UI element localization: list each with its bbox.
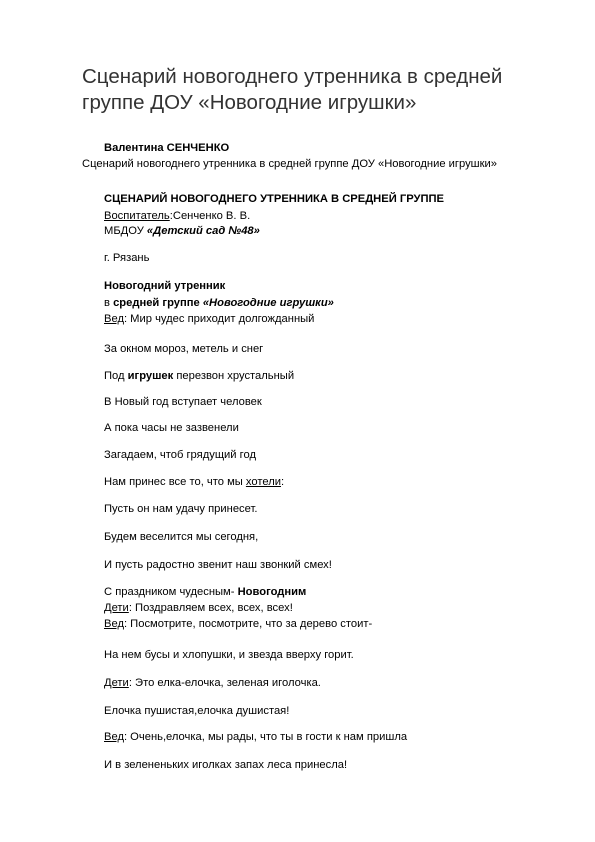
script-line-13 [104, 617, 372, 631]
event-subtitle [104, 296, 334, 310]
script-line-6: Загадаем, чтоб грядущий год [104, 449, 256, 461]
line-text: : Посмотрите, посмотрите, что за дерево стоит- [123, 618, 373, 630]
educator-label: Воспитатель [104, 210, 170, 222]
line-text: : Очень,елочка, мы рады, что ты в гости к нам пришла [123, 731, 408, 743]
script-line-16: Елочка пушистая,елочка душистая! [104, 705, 290, 717]
document-title: Сценарий новогоднего утренника в средней группе ДОУ «Новогодние игрушки» [82, 65, 503, 114]
script-line-14: На нем бусы и хлопушки, и звезда вверху горит. [104, 649, 354, 661]
speaker-label: Вед [104, 618, 124, 630]
line-text: Нам принес все то, что мы [104, 476, 246, 488]
line-text: : Мир чудес приходит долгожданный [123, 313, 315, 325]
script-line-12 [104, 601, 293, 615]
speaker-label: Вед [104, 313, 124, 325]
script-line-8: Пусть он нам удачу принесет. [104, 503, 258, 515]
script-line-15 [104, 676, 321, 690]
event-prefix: в [104, 297, 114, 309]
line-text: : Это елка-елочка, зеленая иголочка. [128, 677, 321, 689]
line-text-bold: игрушек [127, 370, 174, 382]
line-text: Под [104, 370, 128, 382]
org-line [104, 224, 260, 238]
event-group: средней группе [113, 297, 200, 309]
line-text-underlined: хотели [245, 476, 281, 488]
script-line-11 [104, 585, 306, 599]
org-name: «Детский сад №48» [146, 225, 260, 237]
script-line-7 [104, 475, 284, 489]
script-line-4: В Новый год вступает человек [104, 396, 262, 408]
script-line-9: Будем веселится мы сегодня, [104, 531, 259, 543]
educator-line [104, 209, 250, 223]
speaker-label: Вед [104, 731, 124, 743]
line-text: перезвон хрустальный [173, 370, 295, 382]
line-text: : [281, 476, 285, 488]
author-name: Валентина СЕНЧЕНКО [104, 142, 230, 154]
speaker-label: Дети [104, 602, 129, 614]
script-line-18: И в зелененьких иголках запах леса принесла! [104, 759, 348, 771]
script-line-5: А пока часы не зазвенели [104, 422, 239, 434]
org-prefix: МБДОУ [104, 225, 147, 237]
event-title: Новогодний утренник [104, 280, 226, 292]
event-name: «Новогодние игрушки» [199, 297, 334, 309]
speaker-label: Дети [104, 677, 129, 689]
city-line: г. Рязань [104, 252, 150, 264]
line-text: С праздником чудесным- [104, 586, 238, 598]
line-text-bold: Новогодним [237, 586, 307, 598]
script-line-17 [104, 730, 407, 744]
subtitle: Сценарий новогоднего утренника в средней группе ДОУ «Новогодние игрушки» [82, 158, 498, 170]
scenario-heading: СЦЕНАРИЙ НОВОГОДНЕГО УТРЕННИКА В СРЕДНЕЙ ГРУППЕ [104, 193, 445, 205]
script-line-10: И пусть радостно звенит наш звонкий смех! [104, 559, 332, 571]
educator-name: :Сенченко В. В. [169, 210, 251, 222]
script-line-3 [104, 369, 294, 383]
script-line-2: За окном мороз, метель и снег [104, 343, 264, 355]
script-line-1 [104, 312, 314, 326]
line-text: : Поздравляем всех, всех, всех! [128, 602, 293, 614]
